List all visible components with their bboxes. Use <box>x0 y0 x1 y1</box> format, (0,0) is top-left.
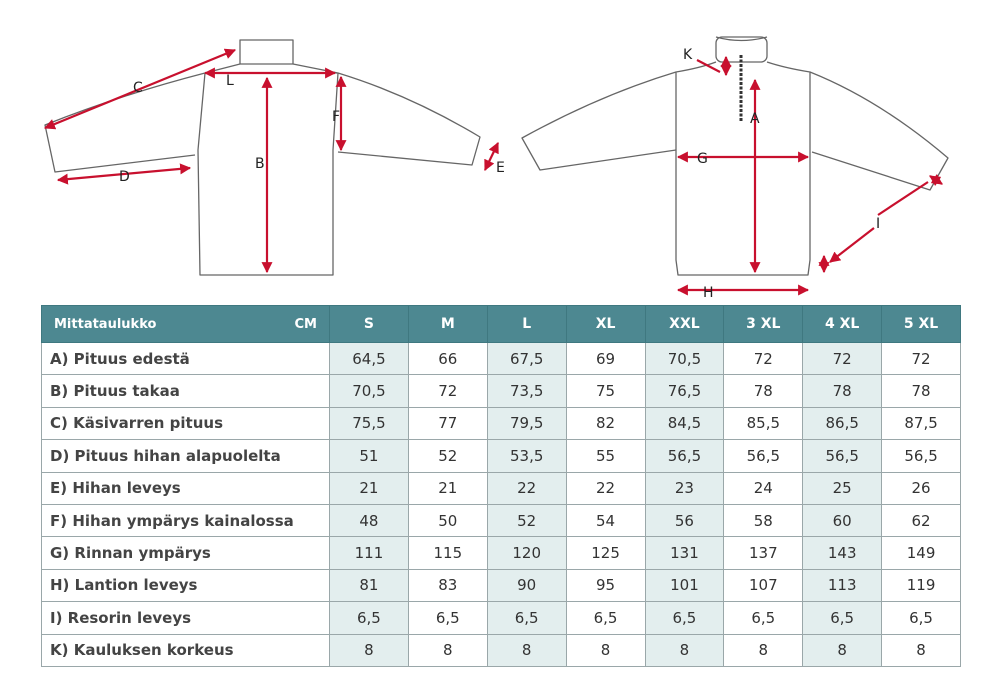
row-label: F) Hihan ympärys kainalossa <box>42 504 330 536</box>
dim-leader-i-upper <box>878 182 928 215</box>
table-cell: 115 <box>408 537 487 569</box>
table-cell: 120 <box>487 537 566 569</box>
table-cell: 6,5 <box>487 602 566 634</box>
table-cell: 8 <box>330 634 409 666</box>
table-cell: 70,5 <box>330 375 409 407</box>
dim-line-i-cuff <box>930 176 942 184</box>
table-row <box>42 472 961 504</box>
table-cell: 77 <box>408 407 487 439</box>
table-cell: 72 <box>408 375 487 407</box>
table-cell: 85,5 <box>724 407 803 439</box>
row-label: G) Rinnan ympärys <box>42 537 330 569</box>
table-cell: 8 <box>487 634 566 666</box>
table-cell: 76,5 <box>645 375 724 407</box>
table-cell: 84,5 <box>645 407 724 439</box>
size-header-4xl: 4 XL <box>803 306 882 343</box>
table-cell: 101 <box>645 569 724 601</box>
dim-leader-k <box>697 60 720 72</box>
table-cell: 6,5 <box>724 602 803 634</box>
label-b: B <box>255 156 265 172</box>
row-label: C) Käsivarren pituus <box>42 407 330 439</box>
table-cell: 23 <box>645 472 724 504</box>
table-cell: 25 <box>803 472 882 504</box>
table-cell: 83 <box>408 569 487 601</box>
table-title: Mittataulukko <box>54 316 157 332</box>
table-row <box>42 602 961 634</box>
table-cell: 58 <box>724 504 803 536</box>
table-cell: 6,5 <box>803 602 882 634</box>
table-header-row <box>42 306 961 343</box>
table-cell: 21 <box>408 472 487 504</box>
table-cell: 56,5 <box>803 440 882 472</box>
table-cell: 21 <box>330 472 409 504</box>
table-cell: 48 <box>330 504 409 536</box>
table-cell: 90 <box>487 569 566 601</box>
row-label: I) Resorin leveys <box>42 602 330 634</box>
table-cell: 22 <box>487 472 566 504</box>
table-cell: 149 <box>882 537 961 569</box>
label-f: F <box>332 109 341 125</box>
size-chart-table <box>41 305 961 667</box>
size-header-xl: XL <box>566 306 645 343</box>
table-cell: 119 <box>882 569 961 601</box>
table-cell: 81 <box>330 569 409 601</box>
table-cell: 131 <box>645 537 724 569</box>
table-cell: 6,5 <box>330 602 409 634</box>
table-cell: 87,5 <box>882 407 961 439</box>
table-cell: 66 <box>408 343 487 375</box>
table-cell: 78 <box>882 375 961 407</box>
table-cell: 8 <box>566 634 645 666</box>
table-cell: 69 <box>566 343 645 375</box>
table-row <box>42 634 961 666</box>
size-header-xxl: XXL <box>645 306 724 343</box>
label-c: C <box>133 80 143 96</box>
table-row <box>42 569 961 601</box>
table-cell: 8 <box>724 634 803 666</box>
table-cell: 78 <box>803 375 882 407</box>
table-cell: 143 <box>803 537 882 569</box>
table-title-cell <box>42 306 330 343</box>
size-header-l: L <box>487 306 566 343</box>
table-row <box>42 504 961 536</box>
table-cell: 55 <box>566 440 645 472</box>
garment-measurement-diagram <box>0 0 1000 305</box>
table-cell: 6,5 <box>645 602 724 634</box>
table-row <box>42 537 961 569</box>
row-label: D) Pituus hihan alapuolelta <box>42 440 330 472</box>
table-cell: 54 <box>566 504 645 536</box>
row-label: B) Pituus takaa <box>42 375 330 407</box>
table-cell: 53,5 <box>487 440 566 472</box>
table-cell: 113 <box>803 569 882 601</box>
size-header-s: S <box>330 306 409 343</box>
table-row <box>42 407 961 439</box>
table-cell: 79,5 <box>487 407 566 439</box>
table-cell: 95 <box>566 569 645 601</box>
table-cell: 8 <box>803 634 882 666</box>
label-k: K <box>683 47 693 63</box>
table-cell: 70,5 <box>645 343 724 375</box>
table-cell: 52 <box>487 504 566 536</box>
table-cell: 22 <box>566 472 645 504</box>
size-header-3xl: 3 XL <box>724 306 803 343</box>
table-cell: 24 <box>724 472 803 504</box>
table-cell: 56,5 <box>645 440 724 472</box>
size-header-5xl: 5 XL <box>882 306 961 343</box>
table-cell: 62 <box>882 504 961 536</box>
table-cell: 64,5 <box>330 343 409 375</box>
row-label: K) Kauluksen korkeus <box>42 634 330 666</box>
row-label: H) Lantion leveys <box>42 569 330 601</box>
table-row <box>42 343 961 375</box>
table-cell: 75 <box>566 375 645 407</box>
table-unit: CM <box>294 316 317 332</box>
row-label: E) Hihan leveys <box>42 472 330 504</box>
table-cell: 86,5 <box>803 407 882 439</box>
table-cell: 8 <box>882 634 961 666</box>
table-cell: 8 <box>408 634 487 666</box>
label-e: E <box>496 160 505 176</box>
label-a: A <box>750 111 760 127</box>
row-label: A) Pituus edestä <box>42 343 330 375</box>
table-cell: 72 <box>882 343 961 375</box>
table-cell: 78 <box>724 375 803 407</box>
label-i: I <box>876 216 881 232</box>
table-cell: 107 <box>724 569 803 601</box>
table-cell: 6,5 <box>882 602 961 634</box>
table-cell: 72 <box>803 343 882 375</box>
table-cell: 82 <box>566 407 645 439</box>
table-cell: 50 <box>408 504 487 536</box>
label-h: H <box>703 285 714 301</box>
dim-leader-i-lower <box>830 228 874 262</box>
table-cell: 51 <box>330 440 409 472</box>
table-cell: 56,5 <box>724 440 803 472</box>
table-cell: 137 <box>724 537 803 569</box>
table-cell: 56,5 <box>882 440 961 472</box>
table-cell: 73,5 <box>487 375 566 407</box>
table-cell: 8 <box>645 634 724 666</box>
table-cell: 72 <box>724 343 803 375</box>
table-cell: 125 <box>566 537 645 569</box>
label-l: L <box>226 73 234 89</box>
table-row <box>42 375 961 407</box>
table-cell: 6,5 <box>566 602 645 634</box>
table-cell: 26 <box>882 472 961 504</box>
table-cell: 60 <box>803 504 882 536</box>
size-header-m: M <box>408 306 487 343</box>
table-cell: 56 <box>645 504 724 536</box>
table-cell: 52 <box>408 440 487 472</box>
label-g: G <box>697 151 708 167</box>
label-d: D <box>119 169 130 185</box>
table-cell: 111 <box>330 537 409 569</box>
table-cell: 75,5 <box>330 407 409 439</box>
table-cell: 67,5 <box>487 343 566 375</box>
table-cell: 6,5 <box>408 602 487 634</box>
table-row <box>42 440 961 472</box>
